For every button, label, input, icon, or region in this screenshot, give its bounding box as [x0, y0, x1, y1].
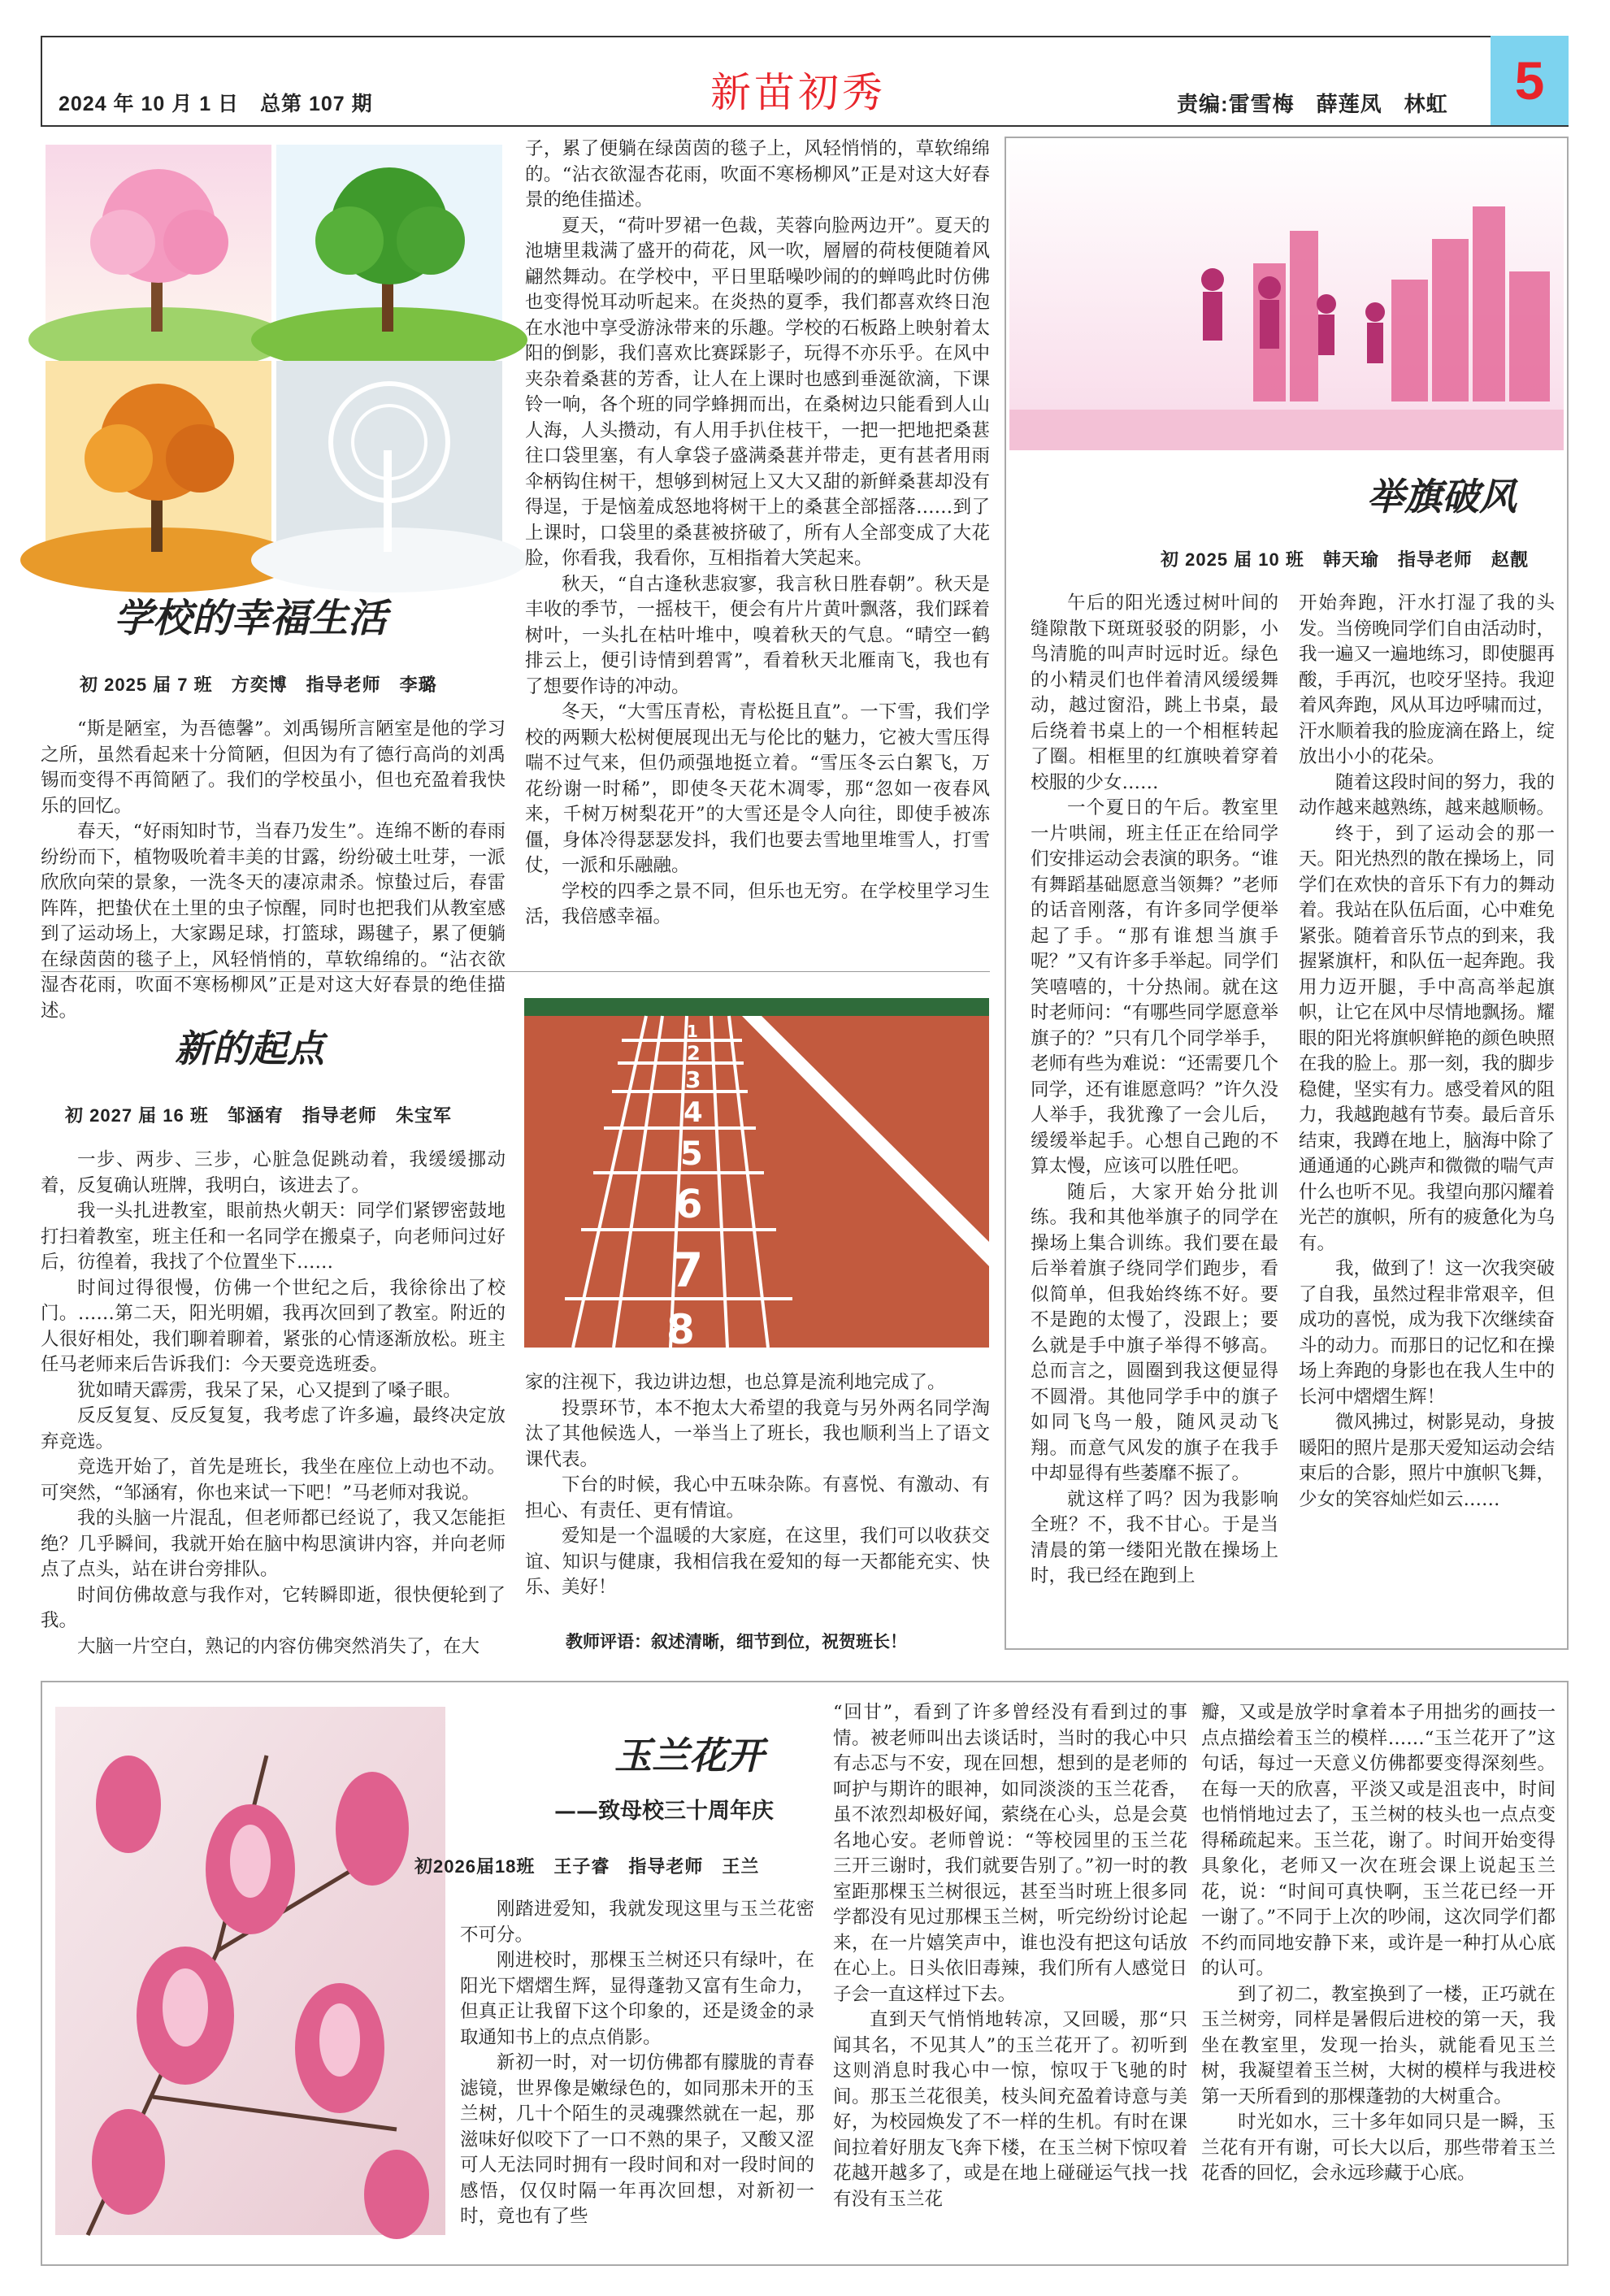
article-body-happy-school-col2: 子，累了便躺在绿茵茵的毯子上，风轻悄悄的，草软绵绵的。“沾衣欲湿杏花雨，吹面不寒杨柳风”正是对这大好春景的绝佳描述。 夏天，“荷叶罗裙一色裁，芙蓉向脸两边开”。夏天的池塘里栽满了盛开的荷花，风一吹，層層的荷枝便随着风翩然舞动。在学校中，平日里聒噪吵闹的的蝉鸣此时仿佛也变得悦耳动听起来。在炎热的夏季，我们都喜欢终日泡在水池中享受游泳带来的乐趣。学校的石板路上映射着太阳的倒影，我们喜欢比赛踩影子，玩得不亦乐乎。在风中夹杂着桑葚的芳香，让人在上课时也感到垂涎欲滴，下课铃一响，各个班的同学蜂拥而出，在桑树边只能看到人山人海，人头攒动，有人用手扒住枝干，一把一把地把桑葚往口袋里塞，有人拿袋子盛满桑葚并带走，更有甚者用雨伞柄钩住树干，想够到树冠上又大又甜的新鲜桑葚却没有得逞，于是恼羞成怒地将树干上的桑葚全部摇落……到了上课时，口袋里的桑葚被挤破了，所有人全部变成了大花脸，你看我，我看你，互相指着大笑起来。 秋天，“自古逢秋悲寂寥，我言秋日胜春朝”。秋天是丰收的季节，一摇枝干，便会有片片黄叶飘落，我们踩着树叶，一头扎在枯叶堆中，嗅着秋天的气息。“晴空一鹤排云上，便引诗情到碧霄”，看着秋天北雁南飞，我也有了想要作诗的冲动。 冬天，“大雪压青松，青松挺且直”。一下雪，我们学校的两颗大松树便展现出无与伦比的魅力，它被大雪压得喘不过气来，但仍顽强地挺立着。“雪压冬云白絮飞，万花纷谢一时稀”，即使冬天花木凋零，那“忽如一夜春风来，千树万树梨花开”的大雪还是令人向往，即使手被冻僵，身体冷得瑟瑟发抖，我们也要去雪地里堆雪人，打雪仗，一派和乐融融。 学校的四季之景不同，但乐也无穷。在学校里学习生活，我倍感幸福。 — [525, 138, 990, 927]
article-title-magnolia: 玉兰花开 — [614, 1734, 764, 1777]
winter-tree-image — [276, 361, 502, 572]
article-subtitle-magnolia: ——致母校三十周年庆 — [554, 1799, 774, 1824]
lane-number: 7 — [670, 1243, 704, 1298]
editors: 责编:雷雪梅 薛莲凤 林虹 — [1177, 92, 1448, 116]
summer-tree-image — [276, 145, 502, 356]
article-title-flag: 举旗破风 — [1367, 475, 1517, 519]
article-body-magnolia-col1: 刚踏进爱知，我就发现这里与玉兰花密不可分。 刚进校时，那棵玉兰树还只有绿叶，在阳光下熠熠生辉，显得蓬勃又富有生命力，但真正让我留下这个印象的，还是烫金的录取通知书上的点点俏影。 新初一时，对一切仿佛都有朦胧的青春滤镜，世界像是嫩绿色的，如同那未开的玉兰树，几十个陌生的灵魂骤然就在一起，那滋味好似咬下了一口不熟的果子，又酸又涩可人无法同时拥有一段时间和对一段时间的感悟，仅仅时隔一年再次回想，对新初一时，竟也有了些 — [460, 1899, 814, 2227]
page-number: 5 — [1491, 36, 1569, 125]
issue-date: 2024 年 10 月 1 日 总第 107 期 — [59, 93, 373, 115]
lane-number: 6 — [675, 1182, 703, 1227]
lane-number: 2 — [687, 1042, 701, 1065]
running-track-image — [524, 998, 989, 1353]
article-body-happy-school-col1: “斯是陋室，为吾德馨”。刘禹锡所言陋室是他的学习之所，虽然看起来十分简陋，但因为有了德行高尚的刘禹锡而变得不再简陋了。我们的学校虽小，但也充盈着我快乐的回忆。 春天，“好雨知时节，当春乃发生”。连绵不断的春雨纷纷而下，植物吸吮着丰美的甘露，纷纷破土吐芽，一派欣欣向荣的景象，一洗冬天的凄凉肃杀。惊蛰过后，春雷阵阵，把蛰伏在土里的虫子惊醒，同时也把我们从教室感到了运动场上，大家踢足球，打篮球，踢毽子，累了便躺在绿茵茵的毯子上，风轻悄悄的，草软绵绵的。“沾衣欲湿杏花雨，吹面不寒杨柳风”正是对这大好春景的绝佳描述。 — [41, 718, 506, 1022]
byline-flag: 初 2025 届 10 班 韩天瑜 指导老师 赵靓 — [1161, 549, 1529, 570]
byline-new-start: 初 2027 届 16 班 邹涵宥 指导老师 朱宝军 — [65, 1105, 452, 1126]
article-body-flag-col2: 开始奔跑，汗水打湿了我的头发。当傍晚同学们自由活动时，我一遍又一遍地练习，即使腿再酸，手再沉，也咬牙坚持。我迎着风奔跑，风从耳边呼啸而过，汗水顺着我的脸庞滴在路上，绽放出小小的花朵。 随着这段时间的努力，我的动作越来越熟练，越来越顺畅。 终于，到了运动会的那一天。阳光热烈的散在操场上，同学们在欢快的音乐下有力的舞动着。我站在队伍后面，心中难免紧张。随着音乐节点的到来，我握紧旗杆，和队伍一起奔跑。我用力迈开腿，手中高高举起旗帜，让它在风中尽情地飘扬。耀眼的阳光将旗帜鲜艳的颜色映照在我的脸上。那一刻，我的脚步稳健，坚实有力。感受着风的阻力，我越跑越有节奏。最后音乐结束，我蹲在地上，脑海中除了通通通的心跳声和微微的喘气声什么也听不见。我望向那闪耀着光芒的旗帜，所有的疲惫化为乌有。 我，做到了！这一次我突破了自我，虽然过程非常艰辛，但成功的喜悦，成为我下次继续奋斗的动力。而那日的记忆和在操场上奔跑的身影也在我人生中的长河中熠熠生辉！ 微风拂过，树影晃动，身披暖阳的照片是那天爱知运动会结束后的合影，照片中旗帜飞舞，少女的笑容灿烂如云…… — [1299, 592, 1556, 1510]
lane-number: 1 — [687, 1022, 698, 1041]
lane-number: 4 — [683, 1096, 703, 1129]
article-body-new-start-col2: 家的注视下，我边讲边想，也总算是流利地完成了。 投票环节，本不抱太大希望的我竟与另外两名同学淘汰了其他候选人，一举当上了班长，我也顺利当上了语文课代表。 下台的时候，我心中五味杂陈。有喜悦、有激动、有担心、有责任、更有情谊。 爱知是一个温暖的大家庭，在这里，我们可以收获交谊、知识与健康，我相信我在爱知的每一天都能充实、快乐、美好！ — [525, 1372, 990, 1598]
article-body-magnolia-col3: 瓣，又或是放学时拿着本子用拙劣的画技一点点描绘着玉兰的模样……“玉兰花开了”这句话，每过一天意义仿佛都要变得深刻些。在每一天的欣喜，平淡又或是沮丧中，时间也悄悄地过去了，玉兰树的枝头也一点点变得稀疏起来。玉兰花，谢了。时间开始变得具象化，老师又一次在班会课上说起玉兰花，说：“时间可真快啊，玉兰花已经一开一谢了。”不同于上次的吵闹，这次同学们都不约而同地安静下来，或许是一种打从心底的认可。 到了初二，教室换到了一楼，正巧就在玉兰树旁，同样是暑假后进校的第一天，我坐在教室里，发现一抬头，就能看见玉兰树，我凝望着玉兰树，大树的模样与我进校第一天所看到的那棵蓬勃的大树重合。 时光如水，三十多年如同只是一瞬，玉兰花有开有谢，可长大以后，那些带着玉兰花香的回忆，会永远珍藏于心底。 — [1201, 1702, 1556, 2184]
lane-number: 5 — [680, 1135, 703, 1173]
spring-tree-image — [46, 145, 271, 356]
magnolia-flowers-image — [55, 1707, 445, 2235]
article-title-new-start: 新的起点 — [175, 1026, 324, 1070]
article-title-happy-school: 学校的幸福生活 — [114, 596, 388, 641]
article-body-new-start-col1: 一步、两步、三步，心脏急促跳动着，我缓缓挪动着，反复确认班牌，我明白，该进去了。 我一头扎进教室，眼前热火朝天：同学们紧锣密鼓地打扫着教室，班主任和一名同学在搬桌子，向老师问过好后，彷徨着，我找了个位置坐下…… 时间过得很慢，仿佛一个世纪之后，我徐徐出了校门。……第二天，阳光明媚，我再次回到了教室。附近的人很好相处，我们聊着聊着，紧张的心情逐渐放松。班主任马老师来后告诉我们：今天要竞选班委。 犹如晴天霹雳，我呆了呆，心又提到了嗓子眼。 反反复复、反反复复，我考虑了许多遍，最终决定放弃竞选。 竞选开始了，首先是班长，我坐在座位上动也不动。可突然，“邹涵宥，你也来试一下吧！”马老师对我说。 我的头脑一片混乱，但老师都已经说了，我又怎能拒绝？几乎瞬间，我就开始在脑中构思演讲内容，并向老师点了点头，站在讲台旁排队。 时间仿佛故意与我作对，它转瞬即逝，很快便轮到了我。 大脑一片空白，熟记的内容仿佛突然消失了，在大 — [41, 1149, 506, 1657]
section-divider — [41, 971, 990, 972]
lane-number: 3 — [685, 1066, 701, 1093]
article-body-magnolia-col2: “回甘”，看到了许多曾经没有看到过的事情。被老师叫出去谈话时，当时的我心中只有忐忑与不安，现在回想，想到的是老师的呵护与期许的眼神，如同淡淡的玉兰花香，虽不浓烈却极好闻，萦绕在心头，总是会莫名地心安。老师曾说：“等校园里的玉兰花三开三谢时，我们就要告别了。”初一时的教室距那棵玉兰树很远，甚至当时班上很多同学都没有见过那棵玉兰树，听完纷纷讨论起来，在一片嬉笑声中，谁也没有把这句话放在心上。日头依旧毒辣，我们所有人感觉日子会一直这样过下去。 直到天气悄悄地转凉，又回暖，那“只闻其名，不见其人”的玉兰花开了。初听到这则消息时我心中一惊，惊叹于飞驰的时间。那玉兰花很美，枝头间充盈着诗意与美好，为校园焕发了不一样的生机。有时在课间拉着好朋友飞奔下楼，在玉兰树下惊叹着花越开越多了，或是在地上碰碰运气找一找有没有玉兰花 — [833, 1702, 1187, 2210]
article-body-flag-col1: 午后的阳光透过树叶间的缝隙散下斑斑驳驳的阴影，小鸟清脆的叫声时远时近。绿色的小精灵们也伴着清风缓缓舞动，越过窗沿，跳上书桌，最后绕着书桌上的一个相框转起了圈。相框里的红旗映着穿着校服的少女…… 一个夏日的午后。教室里一片哄闹，班主任正在给同学们安排运动会表演的职务。“谁有舞蹈基础愿意当领舞？”老师的话音刚落，有许多同学便举起了手。“那有谁想当旗手呢？”又有许多手举起。同学们笑嘻嘻的，十分热闹。就在这时老师问：“有哪些同学愿意举旗子的？”只有几个同学举手，老师有些为难说：“还需要几个同学，还有谁愿意吗？”许久没人举手，我犹豫了一会儿后，缓缓举起手。心想自己跑的不算太慢，应该可以胜任吧。 随后，大家开始分批训练。我和其他举旗子的同学在操场上集合训练。我们要在最后举着旗子绕同学们跑步，看似简单，但我始终练不好。要不是跑的太慢了，没跟上；要么就是手中旗子举得不够高。总而言之，圆圈到我这便显得不圆滑。其他同学手中的旗子如同飞鸟一般，随风灵动飞翔。而意气风发的旗子在我手中却显得有些萎靡不振了。 就这样了吗？因为我影响全班？不，我不甘心。于是当清晨的第一缕阳光散在操场上时，我已经在跑到上 — [1031, 592, 1278, 1586]
city-runners-image — [1009, 141, 1564, 450]
lane-number: 8 — [666, 1306, 695, 1353]
byline-magnolia: 初2026届18班 王子睿 指导老师 王兰 — [414, 1856, 760, 1877]
paragraph-continued: 子，累了便躺在绿茵茵的毯子上，风轻悄悄的，草软绵绵的。“沾衣欲湿杏花雨，吹面不寒杨柳风”正是对这大好春景的绝佳描述。 — [525, 138, 990, 211]
teacher-comment: 教师评语：叙述清晰，细节到位，祝贺班长！ — [566, 1632, 907, 1651]
autumn-tree-image — [46, 361, 271, 572]
masthead: 新苗初秀 — [710, 69, 886, 116]
byline-happy-school: 初 2025 届 7 班 方奕博 指导老师 李璐 — [80, 675, 437, 695]
